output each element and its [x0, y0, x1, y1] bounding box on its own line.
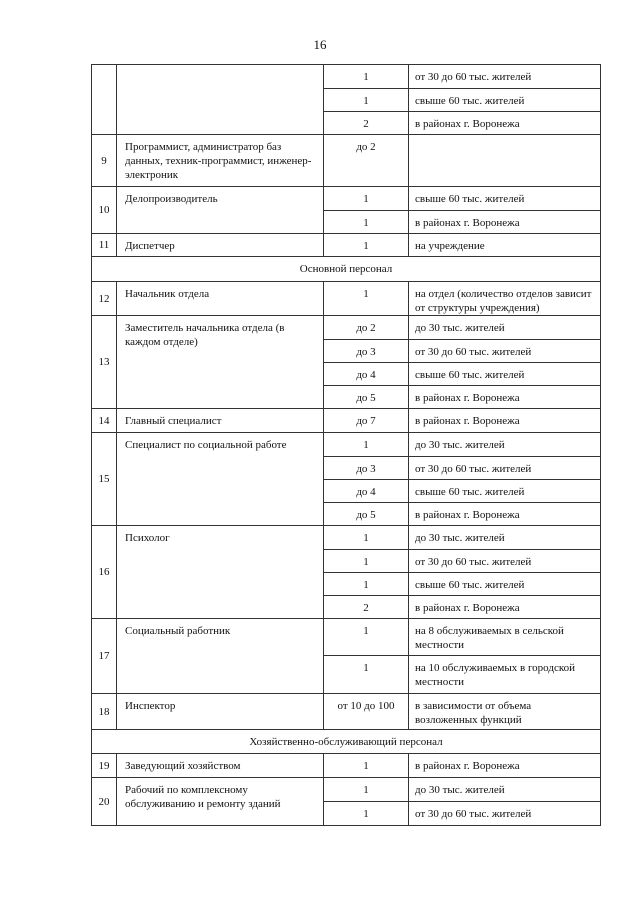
staff-note: в районах г. Воронежа [409, 409, 601, 433]
staff-note: свыше 60 тыс. жителей [409, 187, 601, 211]
staff-quantity: до 4 [324, 480, 409, 503]
table-row [92, 778, 601, 802]
position-name [117, 65, 324, 135]
staff-note: в районах г. Воронежа [409, 112, 601, 135]
row-number [92, 65, 117, 135]
section-row [92, 257, 601, 282]
staff-note: до 30 тыс. жителей [409, 778, 601, 802]
position-name: Инспектор [117, 694, 324, 730]
staff-quantity: 2 [324, 596, 409, 619]
staff-quantity: 1 [324, 282, 409, 316]
position-name: Социальный работник [117, 619, 324, 694]
staff-quantity: 1 [324, 65, 409, 89]
staff-quantity: 1 [324, 234, 409, 257]
table-row [92, 282, 601, 316]
staff-note: на 10 обслуживаемых в городской местности [409, 656, 601, 694]
staff-note: свыше 60 тыс. жителей [409, 363, 601, 386]
row-number: 17 [92, 619, 117, 694]
table-row [92, 316, 601, 340]
row-number: 13 [92, 316, 117, 409]
staff-quantity: 1 [324, 573, 409, 596]
position-name: Заведующий хозяйством [117, 754, 324, 778]
row-number: 14 [92, 409, 117, 433]
row-number: 16 [92, 526, 117, 619]
position-name: Специалист по социальной работе [117, 433, 324, 526]
staff-note: в районах г. Воронежа [409, 754, 601, 778]
row-number: 18 [92, 694, 117, 730]
section-heading: Основной персонал [92, 257, 601, 282]
table-row [92, 433, 601, 457]
row-number: 15 [92, 433, 117, 526]
row-number: 19 [92, 754, 117, 778]
row-number: 12 [92, 282, 117, 316]
staff-quantity: 1 [324, 89, 409, 112]
table-row [92, 135, 601, 187]
staff-note: до 30 тыс. жителей [409, 526, 601, 550]
staff-quantity: 1 [324, 802, 409, 826]
page-number: 16 [313, 37, 327, 52]
staff-note: свыше 60 тыс. жителей [409, 480, 601, 503]
table-row [92, 187, 601, 211]
staff-note [409, 135, 601, 187]
section-row [92, 730, 601, 754]
staff-quantity: до 5 [324, 503, 409, 526]
row-number: 10 [92, 187, 117, 234]
row-number: 9 [92, 135, 117, 187]
staff-quantity: до 5 [324, 386, 409, 409]
staff-quantity: 2 [324, 112, 409, 135]
staff-note: от 30 до 60 тыс. жителей [409, 802, 601, 826]
staff-quantity: 1 [324, 656, 409, 694]
staff-note: на отдел (количество отделов зависит от структуры учреждения) [409, 282, 601, 316]
staff-quantity: 1 [324, 433, 409, 457]
staff-quantity: от 10 до 100 [324, 694, 409, 730]
position-name: Главный специалист [117, 409, 324, 433]
table-row [92, 234, 601, 257]
staff-quantity: 1 [324, 526, 409, 550]
staff-quantity: до 7 [324, 409, 409, 433]
staff-note: в районах г. Воронежа [409, 386, 601, 409]
staff-note: от 30 до 60 тыс. жителей [409, 65, 601, 89]
staff-quantity: до 2 [324, 135, 409, 187]
staff-note: в районах г. Воронежа [409, 596, 601, 619]
staff-note: от 30 до 60 тыс. жителей [409, 550, 601, 573]
staff-quantity: 1 [324, 550, 409, 573]
position-name: Рабочий по комплексному обслуживанию и ремонту зданий [117, 778, 324, 826]
table-row [92, 65, 601, 89]
staff-note: на учреждение [409, 234, 601, 257]
staff-note: свыше 60 тыс. жителей [409, 573, 601, 596]
staff-quantity: до 4 [324, 363, 409, 386]
table-row [92, 619, 601, 656]
staff-note: до 30 тыс. жителей [409, 433, 601, 457]
row-number: 20 [92, 778, 117, 826]
staff-quantity: 1 [324, 619, 409, 656]
table-row [92, 526, 601, 550]
staff-note: на 8 обслуживаемых в сельской местности [409, 619, 601, 656]
staff-quantity: 1 [324, 211, 409, 234]
position-name: Диспетчер [117, 234, 324, 257]
staff-table [91, 64, 601, 826]
position-name: Начальник отдела [117, 282, 324, 316]
staff-note: от 30 до 60 тыс. жителей [409, 457, 601, 480]
position-name: Программист, администратор баз данных, техник-программист, инженер-электроник [117, 135, 324, 187]
position-name: Делопроизводитель [117, 187, 324, 234]
staff-note: до 30 тыс. жителей [409, 316, 601, 340]
staff-quantity: до 3 [324, 457, 409, 480]
table-row [92, 409, 601, 433]
table-row [92, 754, 601, 778]
staff-note: от 30 до 60 тыс. жителей [409, 340, 601, 363]
staff-quantity: 1 [324, 187, 409, 211]
position-name: Психолог [117, 526, 324, 619]
staff-quantity: 1 [324, 778, 409, 802]
staff-quantity: до 3 [324, 340, 409, 363]
staff-note: в зависимости от объема возложенных функций [409, 694, 601, 730]
staff-quantity: до 2 [324, 316, 409, 340]
section-heading: Хозяйственно-обслуживающий персонал [92, 730, 601, 754]
staff-note: в районах г. Воронежа [409, 503, 601, 526]
position-name: Заместитель начальника отдела (в каждом отделе) [117, 316, 324, 409]
staff-note: свыше 60 тыс. жителей [409, 89, 601, 112]
table-row [92, 694, 601, 730]
row-number: 11 [92, 234, 117, 257]
staff-quantity: 1 [324, 754, 409, 778]
staff-note: в районах г. Воронежа [409, 211, 601, 234]
